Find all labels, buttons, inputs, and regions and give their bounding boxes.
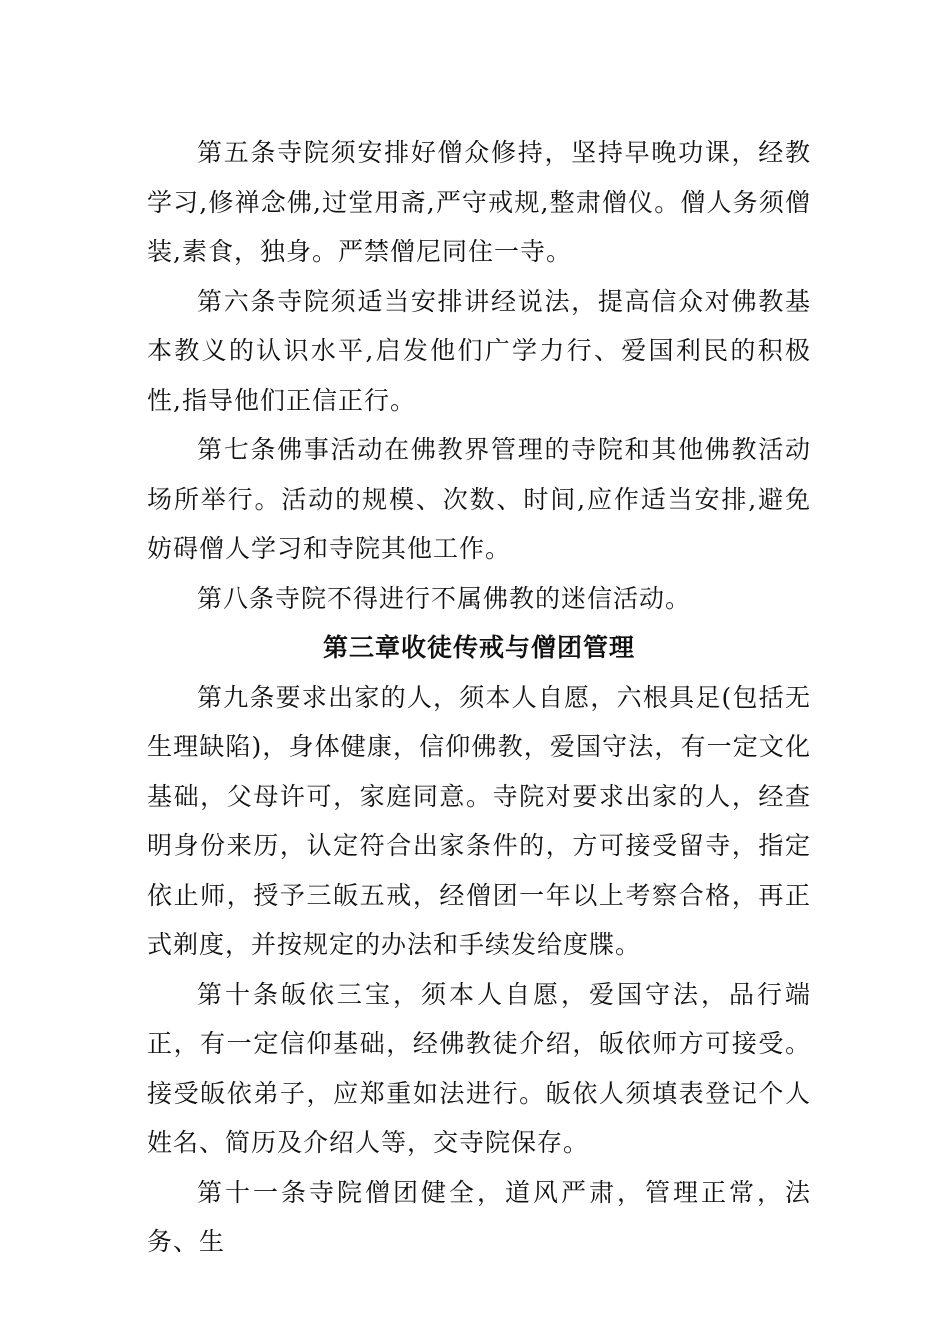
article-6: 第六条寺院须适当安排讲经说法，提高信众对佛教基本教义的认识水平,启发他们广学力行、爱国利民的积极性,指导他们正信正行。 xyxy=(147,286,811,415)
chapter-heading: 第三章收徒传戒与僧团管理 xyxy=(322,633,635,662)
document-body xyxy=(147,128,811,1267)
article-8: 第八条寺院不得进行不属佛教的迷信活动。 xyxy=(197,583,692,613)
article-11: 第十一条寺院僧团健全，道风严肃，管理正常，法务、生 xyxy=(147,1177,811,1256)
article-5: 第五条寺院须安排好僧众修持，坚持早晚功课，经教学习,修禅念佛,过堂用斋,严守戒规,整肃僧仪。僧人务须僧装,素食，独身。严禁僧尼同住一寺。 xyxy=(147,138,811,266)
article-9: 第九条要求出家的人，须本人自愿，六根具足(包括无生理缺陷)，身体健康，信仰佛教，爱国守法，有一定文化基础，父母许可，家庭同意。寺院对要求出家的人，经查明身份来历，认定符合出家条件的，方可接受留寺，指定依止师，授予三皈五戒，经僧团一年以上考察合格，再正式剃度，并按规定的办法和手续发给度牒。 xyxy=(147,682,811,959)
article-10: 第十条皈依三宝，须本人自愿，爱国守法，品行端正，有一定信仰基础，经佛教徒介绍，皈依师方可接受。接受皈依弟子，应郑重如法进行。皈依人须填表登记个人姓名、简历及介绍人等，交寺院保存。 xyxy=(147,979,811,1157)
article-7: 第七条佛事活动在佛教界管理的寺院和其他佛教活动场所举行。活动的规模、次数、时间,应作适当安排,避免妨碍僧人学习和寺院其他工作。 xyxy=(147,435,811,563)
